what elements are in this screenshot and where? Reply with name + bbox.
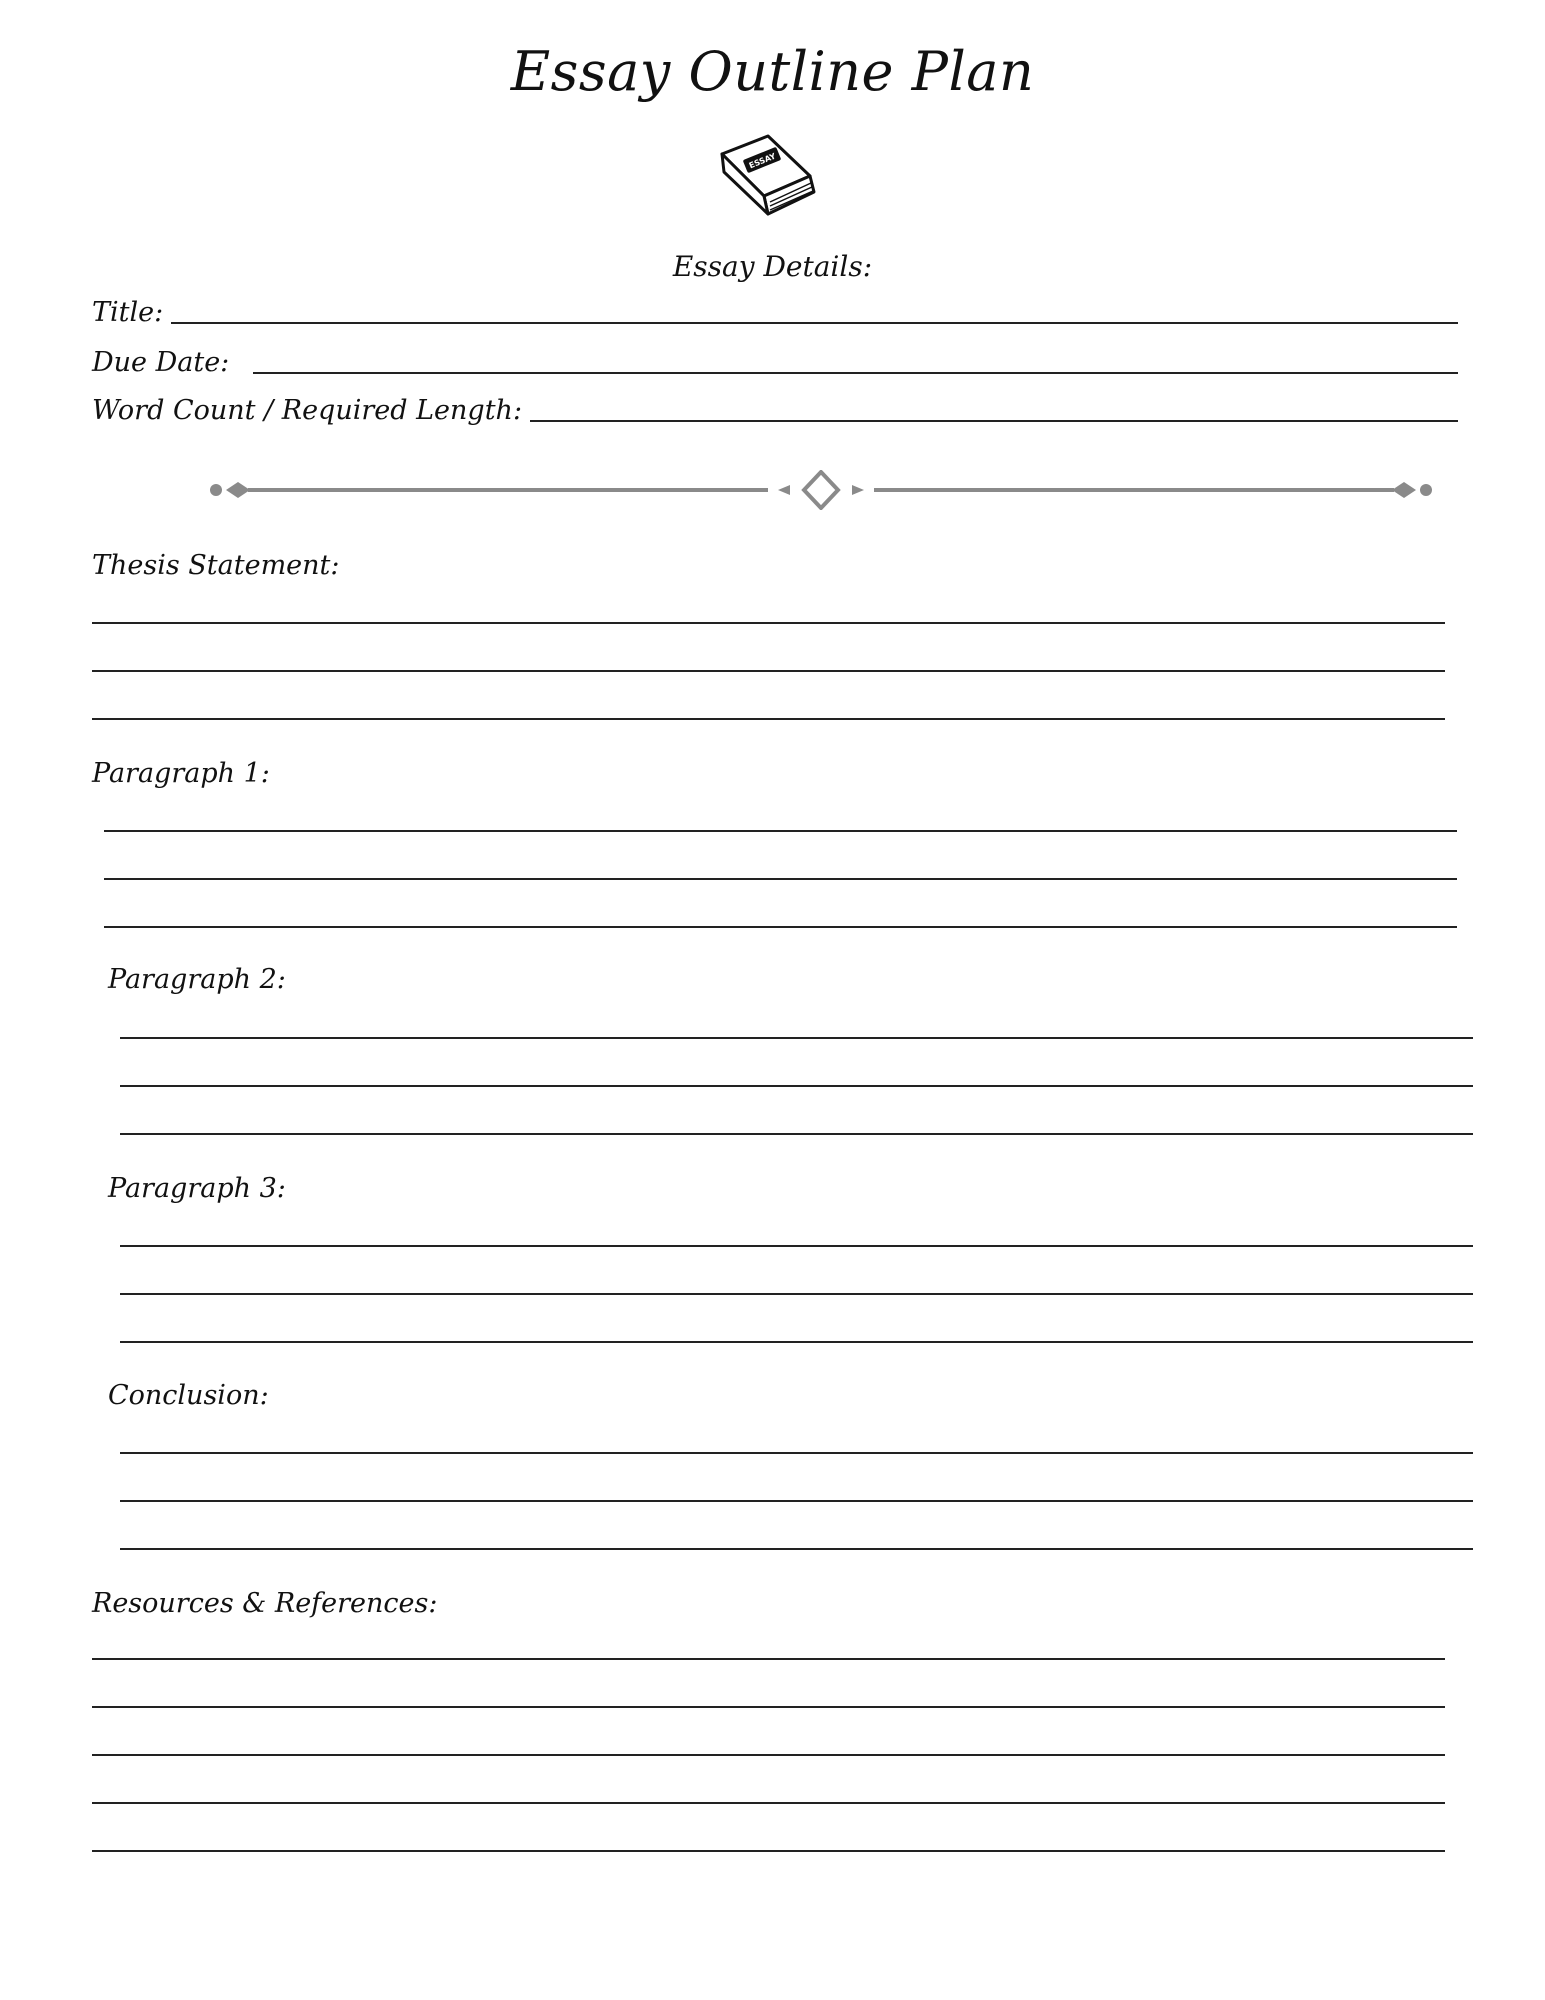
paragraph-3-label: Paragraph 3: bbox=[108, 1173, 286, 1204]
paragraph-1-line-1[interactable] bbox=[104, 830, 1457, 832]
resources-references-label: Resources & References: bbox=[92, 1588, 438, 1619]
thesis-line-1[interactable] bbox=[92, 622, 1445, 624]
title-field-line[interactable] bbox=[171, 322, 1458, 324]
paragraph-3-line-2[interactable] bbox=[120, 1293, 1473, 1295]
title-field-label: Title: bbox=[92, 297, 164, 328]
resources-line-3[interactable] bbox=[92, 1754, 1445, 1756]
paragraph-2-line-2[interactable] bbox=[120, 1085, 1473, 1087]
paragraph-1-line-3[interactable] bbox=[104, 926, 1457, 928]
due-date-field-label: Due Date: bbox=[92, 347, 230, 378]
thesis-line-3[interactable] bbox=[92, 718, 1445, 720]
thesis-statement-label: Thesis Statement: bbox=[92, 550, 340, 581]
resources-line-2[interactable] bbox=[92, 1706, 1445, 1708]
paragraph-3-line-3[interactable] bbox=[120, 1341, 1473, 1343]
book-icon bbox=[710, 130, 822, 220]
ornamental-divider-icon bbox=[208, 470, 1434, 510]
conclusion-line-1[interactable] bbox=[120, 1452, 1473, 1454]
conclusion-line-2[interactable] bbox=[120, 1500, 1473, 1502]
conclusion-line-3[interactable] bbox=[120, 1548, 1473, 1550]
thesis-line-2[interactable] bbox=[92, 670, 1445, 672]
paragraph-1-line-2[interactable] bbox=[104, 878, 1457, 880]
word-count-field-label: Word Count / Required Length: bbox=[92, 395, 523, 426]
resources-line-5[interactable] bbox=[92, 1850, 1445, 1852]
essay-details-heading: Essay Details: bbox=[672, 250, 873, 283]
resources-line-4[interactable] bbox=[92, 1802, 1445, 1804]
paragraph-1-label: Paragraph 1: bbox=[92, 758, 270, 789]
title-field[interactable] bbox=[92, 290, 1458, 330]
paragraph-2-label: Paragraph 2: bbox=[108, 964, 286, 995]
word-count-field-line[interactable] bbox=[530, 420, 1458, 422]
page-title: Essay Outline Plan bbox=[510, 40, 1035, 103]
resources-line-1[interactable] bbox=[92, 1658, 1445, 1660]
due-date-field-line[interactable] bbox=[253, 372, 1458, 374]
paragraph-2-line-1[interactable] bbox=[120, 1037, 1473, 1039]
conclusion-label: Conclusion: bbox=[108, 1380, 269, 1411]
paragraph-3-line-1[interactable] bbox=[120, 1245, 1473, 1247]
word-count-field[interactable] bbox=[92, 388, 1458, 428]
paragraph-2-line-3[interactable] bbox=[120, 1133, 1473, 1135]
due-date-field[interactable] bbox=[92, 340, 1458, 380]
book-spine-text: ESSAY bbox=[747, 151, 777, 171]
